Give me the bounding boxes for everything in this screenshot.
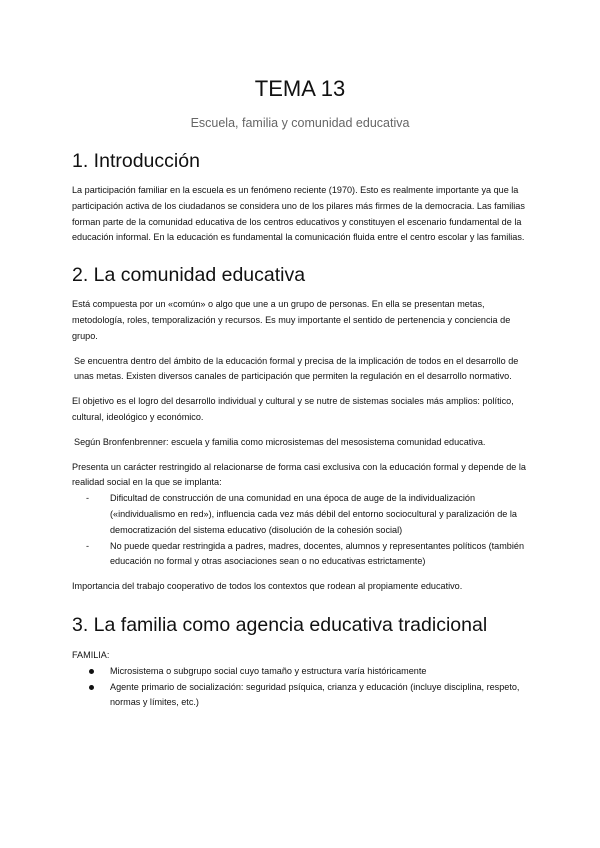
section-heading-comunidad-educativa: 2. La comunidad educativa — [72, 264, 306, 287]
section-heading-familia: 3. La familia como agencia educativa tradicional — [72, 613, 488, 636]
list-item-text: No puede quedar restringida a padres, madres, docentes, alumnos y representantes políticos (también educación no formal y otras asociaciones sean o no educativas estrictamente) — [110, 540, 525, 567]
familia-bullet-list — [72, 664, 528, 711]
comunidad-paragraph-6: Importancia del trabajo cooperativo de todos los contextos que rodean al propiamente educativo. — [72, 581, 463, 592]
bullet-icon — [89, 669, 94, 674]
dash-marker: - — [85, 540, 89, 551]
comunidad-paragraph-4: Según Bronfenbrenner: escuela y familia como microsistemas del mesosistema comunidad educativa. — [74, 436, 486, 447]
list-item-text: Agente primario de socialización: seguridad psíquica, crianza y educación (incluye disciplina, respeto, normas y límites, etc.) — [110, 681, 520, 708]
list-item — [72, 491, 528, 538]
intro-paragraph: La participación familiar en la escuela es un fenómeno reciente (1970). Esto es realmente importante ya que la participación activa de los ciudadanos se considera uno de los pilares más firmes de la democracia. Las familias forman parte de la comunidad educativa de los centros educativos y constituyen el escenario fundamental de la educación informal. En la educación es fundamental la comunicación fluida entre el centro escolar y las familias. — [72, 185, 525, 243]
section-heading-introduccion: 1. Introducción — [72, 150, 200, 172]
comunidad-paragraph-1: Está compuesta por un «común» o algo que une a un grupo de personas. En ella se presentan metas, metodología, roles, temporalización y recursos. Es muy importante el sentido de pertenencia y conciencia de grupo. — [72, 299, 511, 341]
comunidad-paragraph-5: Presenta un carácter restringido al relacionarse de forma casi exclusiva con la educación formal y depende de la realidad social en la que se implanta: — [72, 461, 526, 488]
comunidad-paragraph-2: Se encuentra dentro del ámbito de la educación formal y precisa de la implicación de todos en el desarrollo de unas metas. Existen diversos canales de participación que permiten la regulación en el desarrollo normativo. — [74, 355, 519, 382]
list-item — [72, 664, 528, 680]
list-item-text: Microsistema o subgrupo social cuyo tamaño y estructura varía históricamente — [110, 665, 427, 676]
list-item — [72, 680, 528, 712]
comunidad-paragraph-3: El objetivo es el logro del desarrollo individual y cultural y se nutre de sistemas sociales más amplios: político, cultural, ideológico y económico. — [72, 396, 514, 422]
comunidad-dash-list — [72, 491, 528, 570]
document-title: TEMA 13 — [254, 76, 346, 101]
dash-marker: - — [85, 493, 89, 504]
document-subtitle: Escuela, familia y comunidad educativa — [190, 116, 410, 130]
bullet-icon — [89, 685, 94, 690]
list-item — [72, 539, 528, 571]
familia-label: FAMILIA: — [72, 649, 110, 660]
list-item-text: Dificultad de construcción de una comunidad en una época de auge de la individualización («individualismo en red»), influencia cada vez más débil del entorno sociocultural y paralización de la democratización del sistema educativo (disolución de la cohesión social) — [110, 493, 517, 535]
